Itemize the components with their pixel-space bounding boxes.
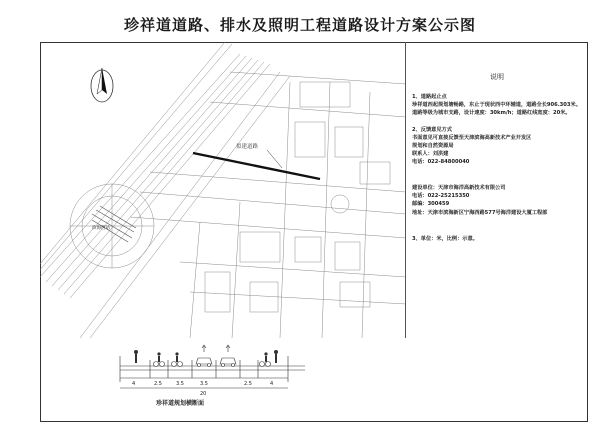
notes-section-2-line: 电话：022-84800040 bbox=[412, 159, 470, 166]
dim-label: 2.5 bbox=[244, 381, 252, 387]
notes-section-3-heading: 3、单位：米，比例：示意。 bbox=[412, 235, 478, 242]
proposed-road-label: 拟建道路 bbox=[236, 144, 259, 150]
notes-panel bbox=[412, 72, 582, 243]
builder-line: 地址：天津市滨海新区宁海西路577号海洋建设大厦工程部 bbox=[412, 209, 548, 216]
builder-line: 电话：022-25215350 bbox=[412, 193, 470, 200]
north-arrow-icon bbox=[91, 68, 113, 102]
builder-line: 建设单位：天津市海洋高新技术有限公司 bbox=[412, 185, 506, 192]
notes-section-2-line: 规划和自然资源局 bbox=[412, 143, 454, 150]
site-map bbox=[40, 42, 406, 338]
cross-section-drawing bbox=[40, 338, 340, 398]
panel-divider bbox=[405, 42, 406, 338]
total-width-label: 20 bbox=[200, 391, 207, 397]
cross-section-title: 珍祥道规划横断面 bbox=[155, 400, 204, 407]
dim-label: 4 bbox=[270, 381, 274, 387]
notes-section-2-heading: 2、反馈意见方式 bbox=[412, 127, 452, 134]
notes-title: 说明 bbox=[490, 73, 504, 81]
dim-label: 3.5 bbox=[200, 381, 208, 387]
notes-section-2-line: 书面意见可直接反馈至天津滨海高新技术产业开发区 bbox=[412, 135, 532, 142]
notes-section-2-line: 联系人：刘洪建 bbox=[412, 151, 449, 158]
station-label: 滨海西站 bbox=[92, 226, 110, 231]
dim-label: 2.5 bbox=[154, 381, 162, 387]
dim-label: 3.5 bbox=[176, 381, 184, 387]
notes-section-1-line: 珍祥道西起规划塘畅路，东止于现状西中环辅道，道路全长906.303米。 bbox=[412, 101, 581, 108]
notes-section-1-line: 道路等级为城市支路，设计速度：30km/h；道路红线宽度：20米。 bbox=[412, 109, 571, 116]
builder-line: 邮编：300459 bbox=[412, 201, 450, 208]
page-title: 珍祥道道路、排水及照明工程道路设计方案公示图 bbox=[123, 16, 476, 34]
site-map-drawing bbox=[40, 42, 406, 338]
cross-section bbox=[40, 338, 406, 422]
dim-label: 4 bbox=[132, 381, 136, 387]
notes-section-1-heading: 1、道路起止点 bbox=[412, 93, 447, 100]
